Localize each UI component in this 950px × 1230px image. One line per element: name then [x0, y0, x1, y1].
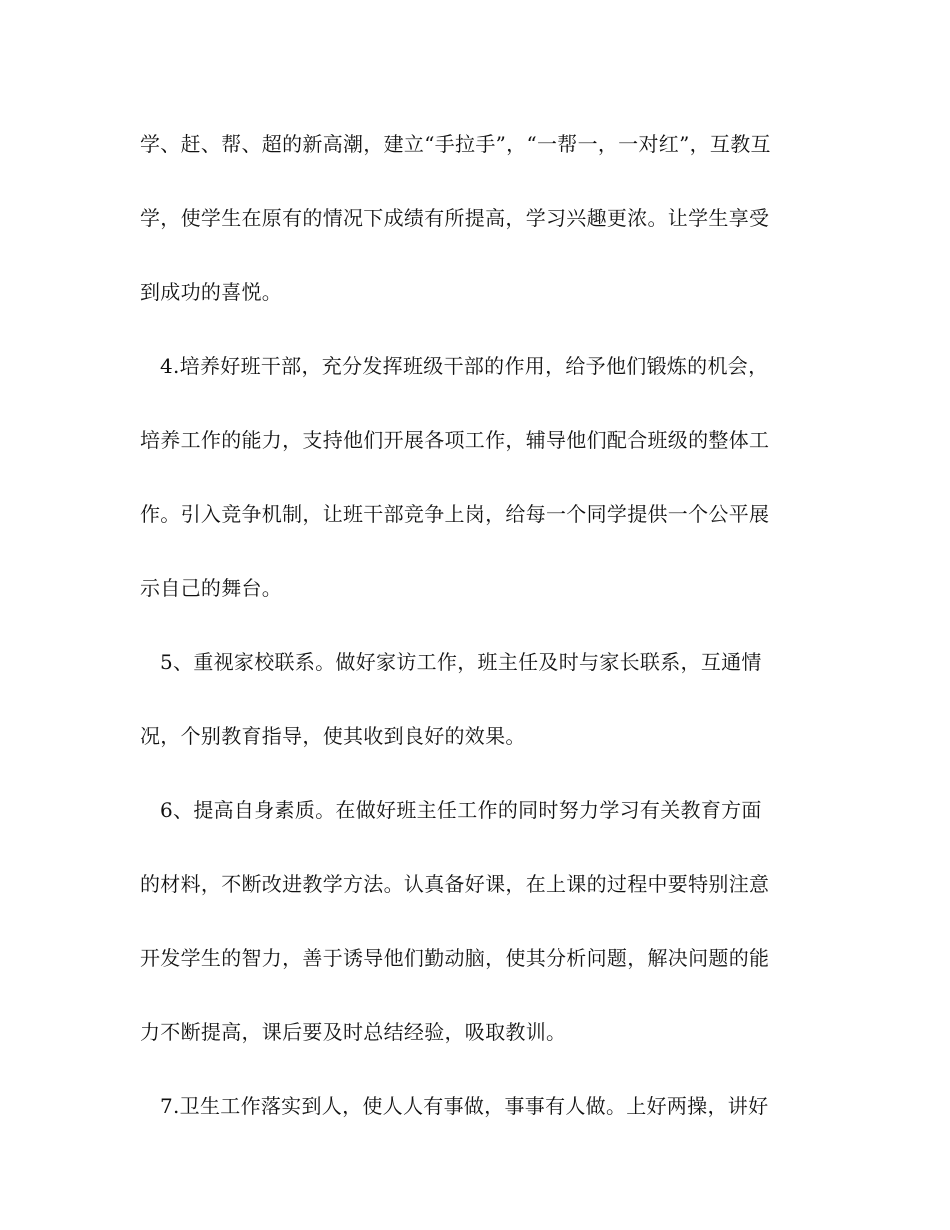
- paragraph-7-start: 7.卫生工作落实到人，使人人有事做，事事有人做。上好两操，讲好: [160, 1094, 769, 1118]
- text-line: 况，个别教育指导，使其收到良好的效果。: [140, 724, 526, 748]
- text-line: 示自己的舞台。: [140, 576, 283, 600]
- text-line: 培养工作的能力，支持他们开展各项工作，辅导他们配合班级的整体工: [140, 428, 770, 452]
- text-line: 开发学生的智力，善于诱导他们勤动脑，使其分析问题，解决问题的能: [140, 946, 770, 970]
- paragraph-4-start: 4.培养好班干部，充分发挥班级干部的作用，给予他们锻炼的机会，: [160, 354, 769, 378]
- text-line: 作。引入竞争机制，让班干部竞争上岗，给每一个同学提供一个公平展: [140, 502, 770, 526]
- text-line: 力不断提高，课后要及时总结经验，吸取教训。: [140, 1020, 567, 1044]
- text-line: 到成功的喜悦。: [140, 280, 283, 304]
- text-line: 学，使学生在原有的情况下成绩有所提高，学习兴趣更浓。让学生享受: [140, 206, 770, 230]
- text-line: 学、赶、帮、超的新高潮，建立“手拉手”，“一帮一，一对红”，互教互: [140, 132, 771, 156]
- paragraph-6-start: 6、提高自身素质。在做好班主任工作的同时努力学习有关教育方面: [160, 798, 762, 822]
- text-line: 的材料，不断改进教学方法。认真备好课，在上课的过程中要特别注意: [140, 872, 770, 896]
- paragraph-5-start: 5、重视家校联系。做好家访工作，班主任及时与家长联系，互通情: [160, 650, 762, 674]
